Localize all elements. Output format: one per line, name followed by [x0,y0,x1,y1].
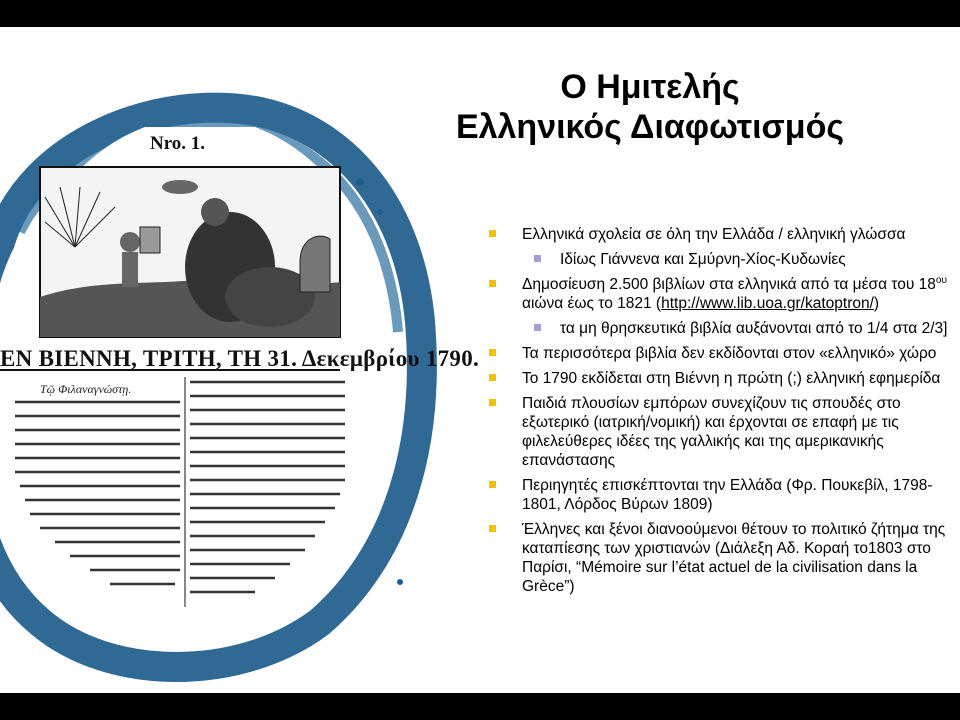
bullet-item [488,520,953,596]
sub-bullet-text: τα μη θρησκευτικά βιβλία αυξάνονται από το 1/4 στα 2/3] [560,320,948,337]
bullet-text: Τα περισσότερα βιβλία δεν εκδίδονται στον «ελληνικό» χώρο [522,345,937,362]
sub-bullet-item [488,250,953,269]
sub-bullet-item [488,319,953,338]
square-bullet-icon [489,481,496,488]
bullet-text-part: αιώνα έως το 1821 ( [522,295,662,312]
bullet-list [488,225,953,602]
bullet-text: Παιδιά πλουσίων εμπόρων συνεχίζουν τις σπουδές στο εξωτερικό (ιατρική/νομική) και έρχονται σε επαφή με τις φιλελεύθερες ιδέες της γαλλικής και της αμερικανικής επανάστασης [522,395,901,469]
square-bullet-icon [534,324,541,331]
newspaper-dateline: ΕΝ ΒΙΕΝΝΗ, ΤΡΙΤΗ, ΤΗ 31. Δεκεμβρίου 1790. [0,346,480,371]
square-bullet-icon [489,525,496,532]
bullet-item [488,369,953,388]
bullet-text: Έλληνες και ξένοι διανοούμενοι θέτουν το πολιτικό ζήτημα της καταπίεσης των χριστιανών (Διάλεξη Αδ. Κοραή το1803 στο Παρίσι, “Mémoire sur l’état actuel de la civilisation dans la Grèce”) [522,521,946,595]
bullet-text: Το 1790 εκδίδεται στη Βιέννη η πρώτη (;) ελληνική εφημερίδα [522,370,941,387]
slide [0,27,960,693]
square-bullet-icon [489,399,496,406]
bullet-item [488,225,953,244]
bullet-item [488,275,953,313]
bullet-item [488,344,953,363]
square-bullet-icon [489,374,496,381]
newspaper-column-heading: Τῷ Φιλαναγνώστῃ. [40,382,132,396]
square-bullet-icon [534,255,541,262]
newspaper-masthead: Nro. 1. [150,133,206,154]
bullet-text: Ελληνικά σχολεία σε όλη την Ελλάδα / ελληνική γλώσσα [522,226,906,243]
sub-bullet-text: Ιδίως Γιάννενα και Σμύρνη-Χίος-Κυδωνίες [560,251,846,268]
slide-title [430,67,870,147]
slide-title-line1: Ο Ημιτελής [560,68,740,106]
square-bullet-icon [489,280,496,287]
superscript: ου [935,274,947,286]
square-bullet-icon [489,349,496,356]
bullet-text: Περιηγητές επισκέπτονται την Ελλάδα (Φρ. Πουκεβίλ, 1798-1801, Λόρδος Βύρων 1809) [522,477,933,513]
bullet-text-part: ) [873,295,880,312]
newspaper-facsimile [0,127,380,627]
bullet-item [488,476,953,514]
slide-title-line2: Ελληνικός Διαφωτισμός [455,108,845,146]
katoptron-link[interactable]: http://www.lib.uoa.gr/katoptron/ [661,295,874,312]
square-bullet-icon [489,230,496,237]
bullet-text-part: Δημοσίευση 2.500 βιβλίων στα ελληνικά από τα μέσα του 18 [522,276,936,293]
bullet-item [488,394,953,470]
